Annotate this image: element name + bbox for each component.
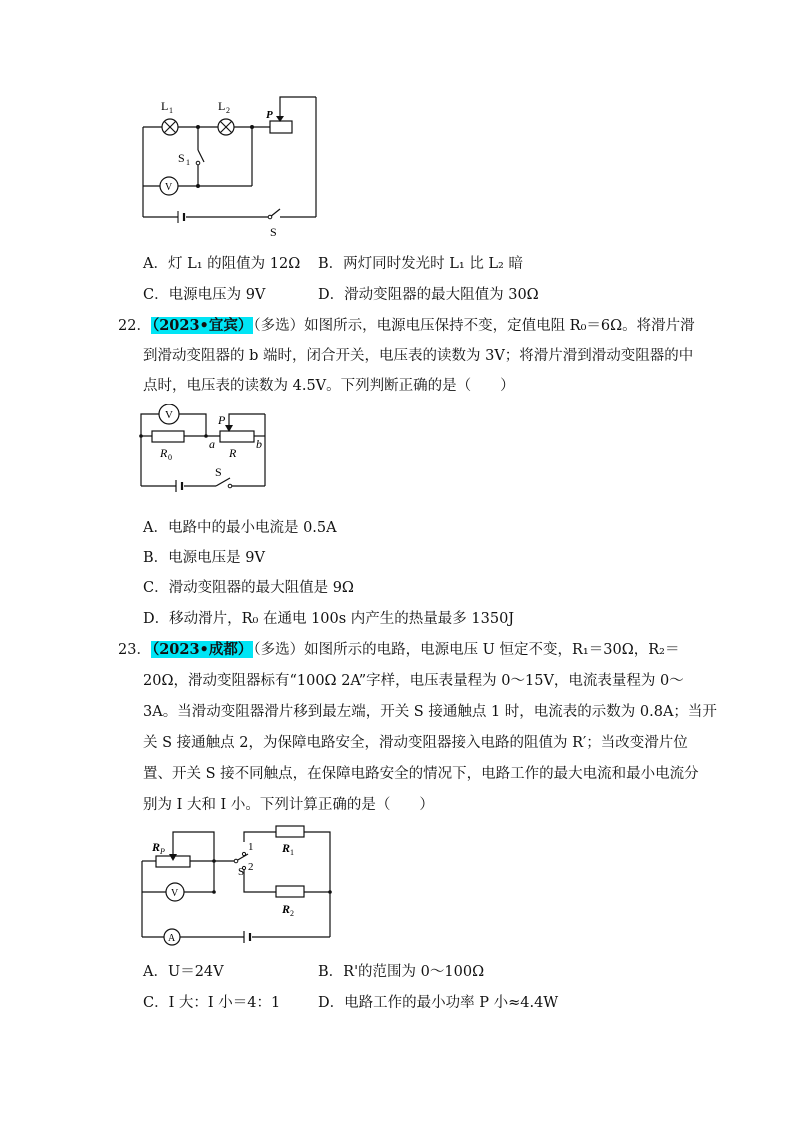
q23-number: 23． — [118, 642, 151, 658]
q21-option-d: D．滑动变阻器的最大阻值为 30Ω — [318, 287, 539, 303]
q23-option-c: C．I 大：I 小＝4：1 — [143, 995, 281, 1011]
svg-text:1: 1 — [290, 848, 294, 857]
q22-stem-line-1: 22．（2023•宜宾）（多选）如图所示，电源电压保持不变，定值电阻 R₀＝6Ω。将滑片滑 — [118, 317, 695, 334]
q22-stem-line-2: 到滑动变阻器的 b 端时，闭合开关，电压表的读数为 3V；将滑片滑到滑动变阻器的中 — [143, 348, 694, 364]
switch-s-label: S — [238, 866, 245, 878]
voltmeter-label: V — [165, 409, 173, 421]
svg-text:P: P — [160, 847, 165, 856]
q23-option-a: A．U＝24V — [143, 964, 224, 980]
svg-text:1: 1 — [169, 106, 173, 115]
rheostat-rp-label: R — [152, 840, 161, 854]
q22-option-c: C．滑动变阻器的最大阻值是 9Ω — [143, 580, 354, 596]
ammeter-label: A — [168, 933, 176, 944]
q23-option-b: B．R'的范围为 0～100Ω — [318, 964, 485, 980]
slider-p-label: P — [218, 413, 226, 427]
terminal-b-label: b — [256, 437, 262, 451]
q22-number: 22． — [118, 318, 151, 334]
q22-source-tag: （2023•宜宾） — [151, 317, 253, 334]
q22-stem-line-3: 点时，电压表的读数为 4.5V。下列判断正确的是（ ） — [143, 378, 515, 394]
q23-source-tag: （2023•成都） — [151, 641, 253, 658]
q23-stem-line-3: 3A。当滑动变阻器滑片移到最左端，开关 S 接通触点 1 时，电流表的示数为 0.8A；当开 — [143, 704, 717, 720]
q22-option-d: D．移动滑片，R₀ 在通电 100s 内产生的热量最多 1350J — [143, 611, 515, 627]
slider-p-label: P — [266, 109, 273, 121]
q23-stem-line-2: 20Ω，滑动变阻器标有“100Ω 2A”字样，电压表量程为 0～15V，电流表量程为 0～ — [143, 673, 684, 689]
lamp-l2-label: L — [218, 99, 226, 113]
q23-stem-line-6: 别为 I 大和 I 小。下列计算正确的是（ ） — [143, 797, 434, 813]
svg-text:2: 2 — [290, 909, 294, 918]
svg-text:0: 0 — [168, 453, 172, 462]
resistor-r1-label: R — [282, 841, 291, 855]
q22-option-a: A．电路中的最小电流是 0.5A — [143, 520, 337, 536]
circuit-diagram-1 — [130, 92, 330, 240]
switch-s-label: S — [270, 225, 277, 239]
lamp-l1-label: L — [161, 99, 169, 113]
svg-text:1: 1 — [186, 158, 190, 167]
terminal-a-label: a — [209, 437, 215, 451]
q22-option-b: B．电源电压是 9V — [143, 550, 265, 566]
contact-1-label: 1 — [248, 841, 254, 853]
rheostat-r-label: R — [229, 446, 237, 460]
q23-stem-line-5: 置、开关 S 接不同触点，在保障电路安全的情况下，电路工作的最大电流和最小电流分 — [143, 766, 699, 782]
q21-option-a: A．灯 L₁ 的阻值为 12Ω — [143, 256, 301, 272]
q23-stem-line-1: 23．（2023•成都）（多选）如图所示的电路，电源电压 U 恒定不变，R₁＝30Ω，R₂＝ — [118, 641, 680, 658]
svg-text:2: 2 — [226, 106, 230, 115]
contact-2-label: 2 — [248, 861, 254, 873]
q21-option-b: B．两灯同时发光时 L₁ 比 L₂ 暗 — [318, 256, 523, 272]
q23-option-d: D．电路工作的最小功率 P 小≈4.4W — [318, 995, 559, 1011]
circuit-diagram-2 — [138, 404, 270, 496]
switch-s1-label: S — [178, 151, 185, 165]
circuit-diagram-3 — [136, 820, 336, 950]
q23-stem-line-4: 关 S 接通触点 2，为保障电路安全，滑动变阻器接入电路的阻值为 R′；当改变滑片位 — [143, 735, 688, 751]
voltmeter-label: V — [171, 888, 179, 899]
resistor-r2-label: R — [282, 902, 291, 916]
switch-s-label: S — [215, 465, 222, 479]
voltmeter-label: V — [165, 182, 173, 193]
q21-option-c: C．电源电压为 9V — [143, 287, 266, 303]
resistor-r0-label: R — [160, 446, 168, 460]
